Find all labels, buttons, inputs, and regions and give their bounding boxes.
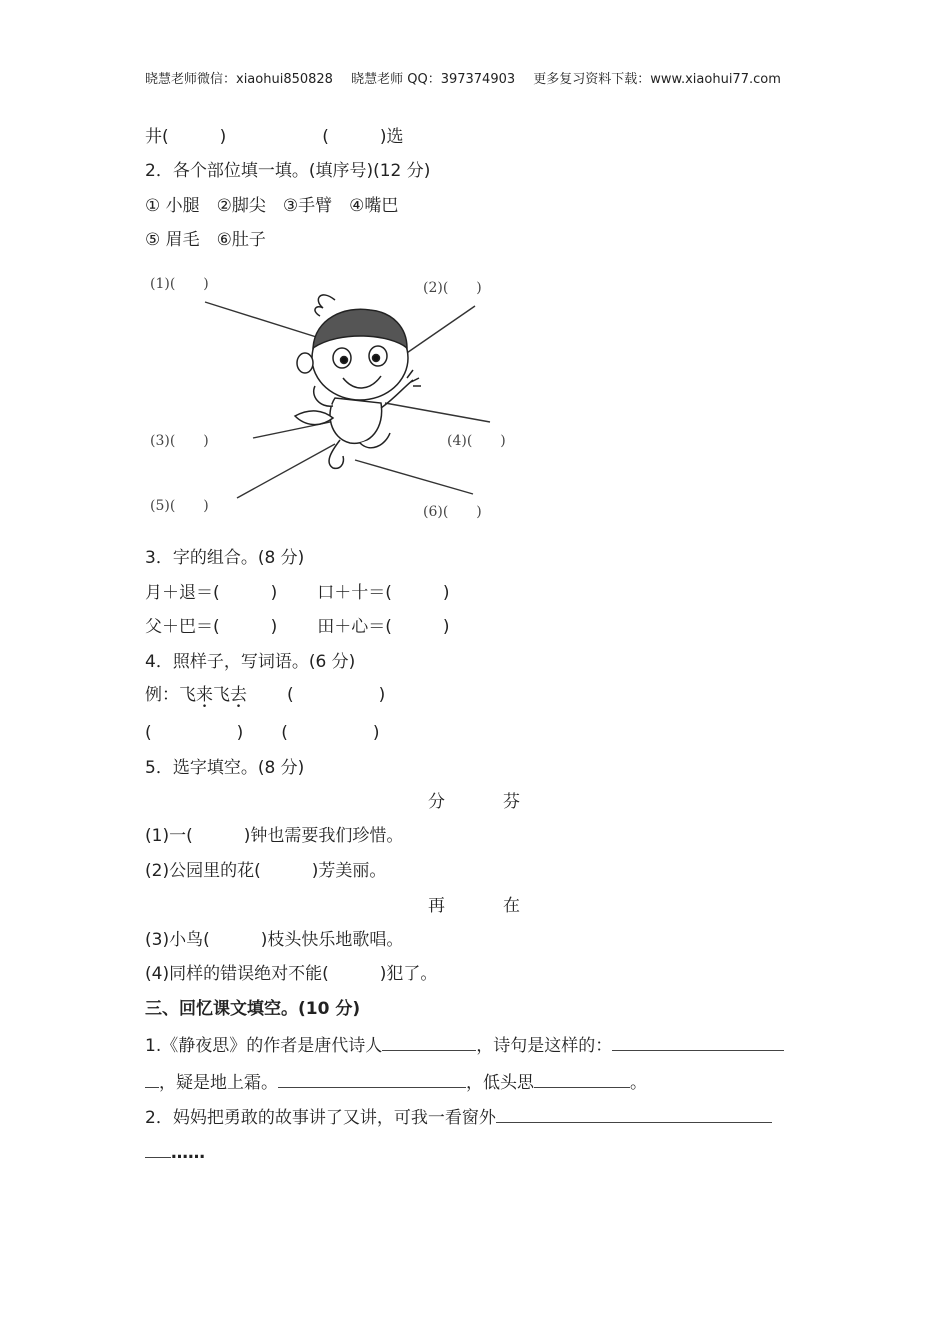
label-5: (5)( ) bbox=[150, 498, 209, 514]
blank-q2 bbox=[496, 1104, 772, 1123]
q1-tail-left: 井( ) bbox=[145, 127, 227, 147]
q5-title: 5．选字填空。(8 分) bbox=[145, 758, 305, 778]
q5-pair2-a: 再 bbox=[428, 896, 445, 916]
section3-q1-e: 。 bbox=[630, 1073, 647, 1093]
label-2: (2)( ) bbox=[423, 280, 482, 296]
blank-verse-1 bbox=[612, 1032, 784, 1051]
q5-pair2-b: 在 bbox=[503, 896, 520, 916]
q4-example-dotted-2: 去 bbox=[230, 685, 247, 705]
header-download: 更多复习资料下载：www.xiaohui77.com bbox=[533, 72, 781, 87]
q1-tail-right: ( )选 bbox=[322, 127, 404, 147]
q5-s1: (1)一( )钟也需要我们珍惜。 bbox=[145, 826, 404, 846]
label-3: (3)( ) bbox=[150, 433, 209, 449]
boy-drawing bbox=[295, 295, 421, 468]
q5-pair1-a: 分 bbox=[428, 792, 445, 812]
page-header bbox=[145, 68, 795, 87]
blank-poet bbox=[382, 1032, 476, 1051]
q4-example-mid: 飞 bbox=[213, 685, 230, 705]
q4-blank-1: ( ) bbox=[287, 685, 386, 705]
q3-item-2: 口＋十＝( ) bbox=[317, 583, 450, 603]
q5-s3: (3)小鸟( )枝头快乐地歌唱。 bbox=[145, 930, 404, 950]
q3-row2 bbox=[145, 615, 450, 639]
q3-item-4: 田＋心＝( ) bbox=[317, 617, 450, 637]
q5-s2: (2)公园里的花( )芳美丽。 bbox=[145, 861, 387, 881]
q2-options-row2: ⑤ 眉毛 ⑥肚子 bbox=[145, 230, 266, 250]
blank-verse-1-cont bbox=[145, 1069, 159, 1088]
q4-example-prefix: 例：飞 bbox=[145, 685, 196, 705]
q5-pair1 bbox=[428, 790, 520, 814]
section3-q1-line2 bbox=[145, 1069, 647, 1095]
blank-verse-4 bbox=[534, 1069, 630, 1088]
q3-title: 3．字的组合。(8 分) bbox=[145, 548, 305, 568]
q4-title: 4．照样子，写词语。(6 分) bbox=[145, 652, 356, 672]
q4-blank-row bbox=[145, 721, 380, 745]
figure-labels bbox=[150, 276, 506, 520]
label-6: (6)( ) bbox=[423, 504, 482, 520]
q4-example-dotted-1: 来 bbox=[196, 685, 213, 705]
section3-q2-ellipsis: …… bbox=[171, 1143, 205, 1163]
header-wechat: 晓慧老师微信：xiaohui850828 bbox=[145, 72, 333, 87]
section3-q2-a: 2．妈妈把勇敢的故事讲了又讲，可我一看窗外 bbox=[145, 1108, 496, 1128]
q5-pair2 bbox=[428, 894, 520, 918]
section3-q1-b: ，诗句是这样的： bbox=[476, 1036, 613, 1056]
header-qq: 晓慧老师 QQ：397374903 bbox=[351, 72, 516, 87]
q4-blank-2: ( ) bbox=[145, 723, 244, 743]
label-1: (1)( ) bbox=[150, 276, 209, 292]
body-parts-figure bbox=[145, 268, 545, 528]
section3-title: 三、回忆课文填空。(10 分) bbox=[145, 999, 361, 1019]
section3-q2-line1 bbox=[145, 1104, 772, 1130]
blank-q2-cont bbox=[145, 1139, 171, 1158]
q5-s4: (4)同样的错误绝对不能( )犯了。 bbox=[145, 964, 438, 984]
section3-q1-d: ，低头思 bbox=[466, 1073, 534, 1093]
section3-q2-line2 bbox=[145, 1139, 205, 1165]
blank-verse-3 bbox=[278, 1069, 466, 1088]
q3-item-3: 父＋巴＝( ) bbox=[145, 617, 278, 637]
label-4: (4)( ) bbox=[447, 433, 506, 449]
q2-title: 2．各个部位填一填。(填序号)(12 分) bbox=[145, 161, 431, 181]
q2-options-row1: ① 小腿 ②脚尖 ③手臂 ④嘴巴 bbox=[145, 196, 399, 216]
cartoon-boy-illustration bbox=[145, 268, 545, 528]
q1-tail bbox=[145, 125, 404, 149]
section3-q1-line1 bbox=[145, 1032, 784, 1058]
q5-pair1-b: 芬 bbox=[503, 792, 520, 812]
section3-q1-a: 1.《静夜思》的作者是唐代诗人 bbox=[145, 1036, 383, 1056]
q3-row1 bbox=[145, 581, 450, 605]
section3-q1-c: ，疑是地上霜。 bbox=[159, 1073, 278, 1093]
q4-blank-3: ( ) bbox=[281, 723, 380, 743]
q3-item-1: 月＋退＝( ) bbox=[145, 583, 278, 603]
q4-example-row bbox=[145, 683, 385, 707]
